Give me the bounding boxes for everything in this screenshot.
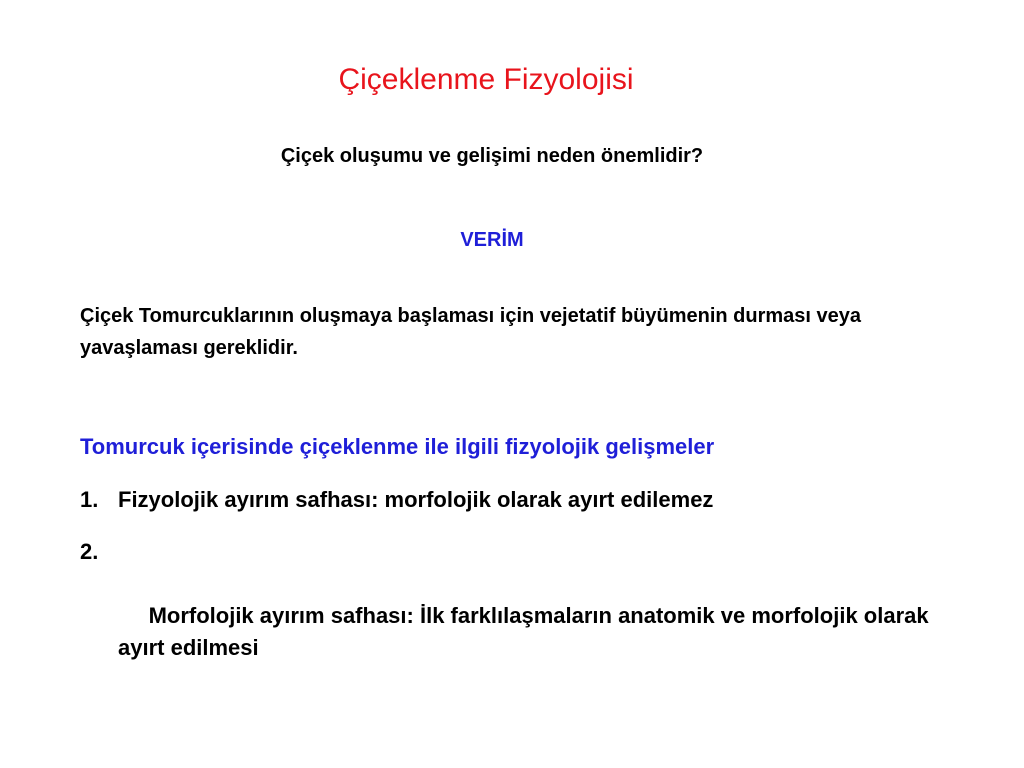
list-item-number: 1. — [80, 487, 99, 512]
list-item-number: 2. — [80, 539, 99, 564]
body-paragraph: Çiçek Tomurcuklarının oluşmaya başlaması için vejetatif büyümenin durması veya yavaşlaması gereklidir. — [80, 305, 862, 359]
list-item — [80, 484, 940, 516]
keyword-text: VERİM — [460, 229, 524, 251]
slide-question — [0, 142, 1024, 170]
list-item-text: Morfolojik ayırım safhası: İlk farklılaşmaların anatomik ve morfolojik olarak ayırt edilmesi — [118, 603, 935, 660]
list-item-text: Fizyolojik ayırım safhası: morfolojik olarak ayırt edilemez — [118, 487, 714, 512]
section-heading: Tomurcuk içerisinde çiçeklenme ile ilgili fizyolojik gelişmeler — [80, 434, 715, 459]
keyword-label — [0, 226, 1024, 254]
slide-question-text: Çiçek oluşumu ve gelişimi neden önemlidir? — [280, 145, 704, 167]
slide-title-text: Çiçeklenme Fizyolojisi — [338, 63, 634, 96]
slide-title — [0, 60, 1024, 100]
list-item — [80, 536, 940, 696]
phase-list — [80, 484, 940, 716]
